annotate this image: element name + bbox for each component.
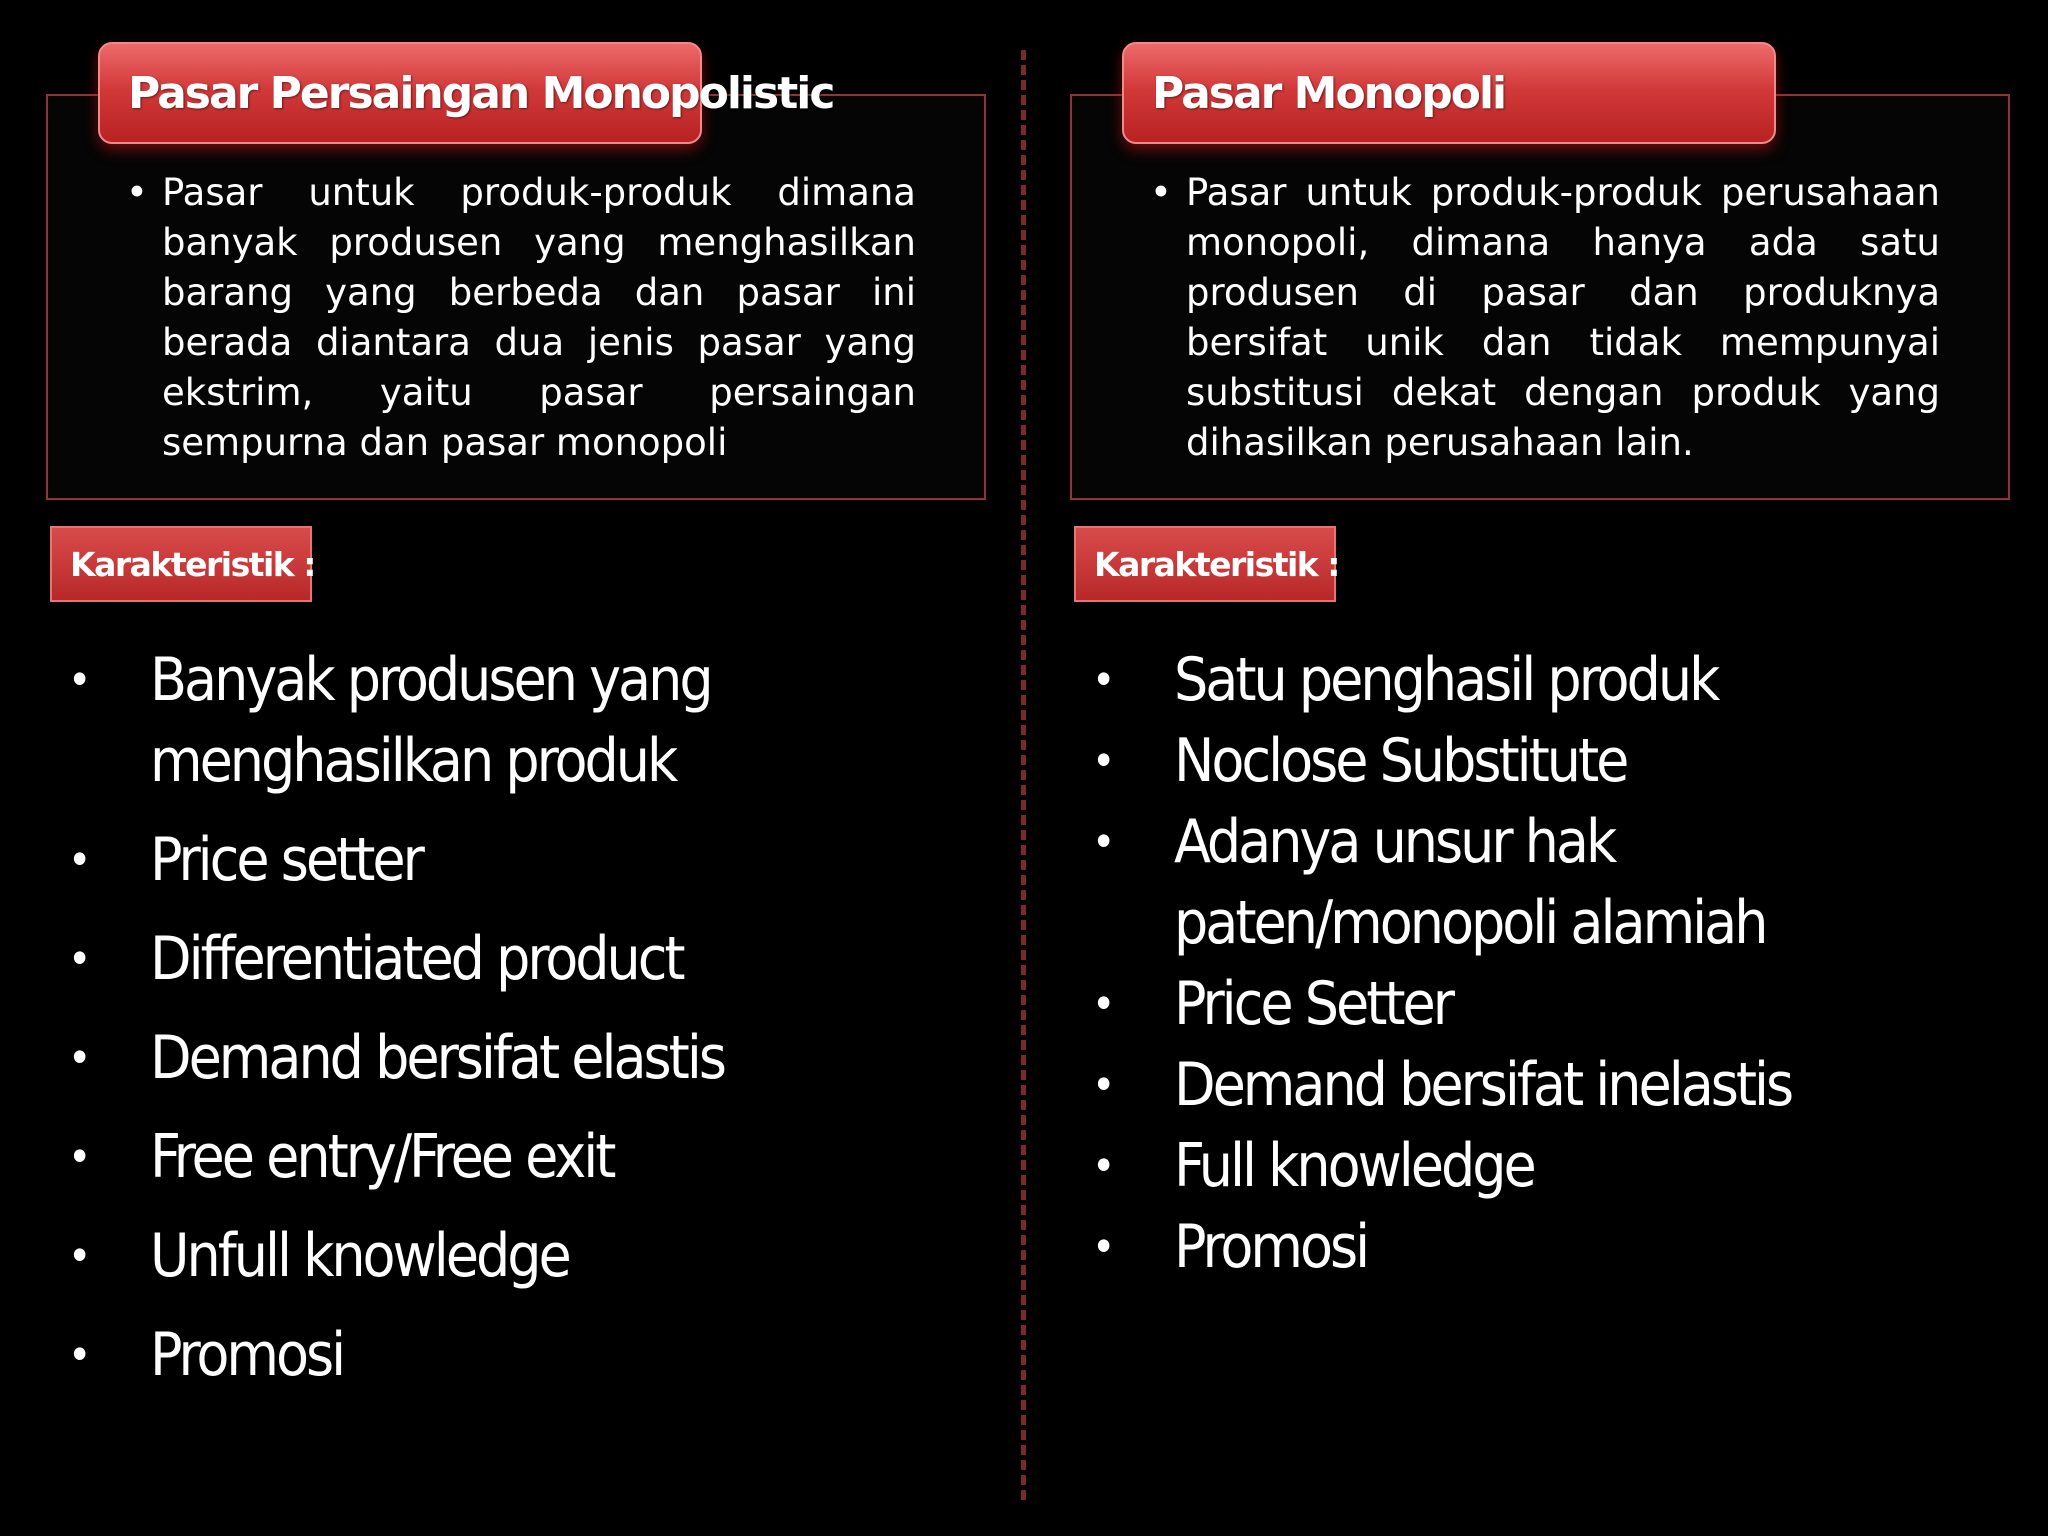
monopolistic-definition: • Pasar untuk produk-produk dimana banyak produsen yang menghasilkan barang yang berbeda dan pasar ini berada diantara dua jenis pasar yang ekstrim, yaitu pasar persaingan sempurna dan pasar monopoli (126, 168, 916, 468)
characteristics-label-text: Karakteristik : (1094, 544, 1339, 584)
monopoly-title-tab (1122, 42, 1776, 144)
center-divider (1021, 50, 1026, 1500)
list-item: • Unfull knowledge (46, 1216, 986, 1297)
monopoly-definition: • Pasar untuk produk-produk perusahaan monopoli, dimana hanya ada satu produsen di pasar dan produknya bersifat unik dan tidak mempunyai substitusi dekat dengan produk yang dihasilkan perusahaan lain. (1150, 168, 1940, 468)
list-item: • Demand bersifat elastis (46, 1018, 986, 1099)
list-item: • Price setter (46, 820, 986, 901)
list-item: • Promosi (1070, 1207, 2010, 1288)
monopoly-characteristics-list (1070, 640, 2010, 1288)
monopolistic-characteristics-label (50, 526, 315, 602)
list-item: • Price Setter (1070, 964, 2010, 1045)
monopolistic-definition-list (126, 168, 916, 468)
list-item: • Satu penghasil produk (1070, 640, 2010, 721)
monopolistic-characteristics-list (46, 640, 986, 1414)
characteristics-label-text: Karakteristik : (70, 544, 315, 584)
list-item: • Banyak produsen yang menghasilkan produk (46, 640, 986, 802)
monopoly-definition-list (1150, 168, 1940, 468)
monopoly-column (1070, 0, 2020, 1536)
list-item: • Demand bersifat inelastis (1070, 1045, 2010, 1126)
monopoly-title: Pasar Monopoli (1152, 67, 1506, 119)
list-item: • Free entry/Free exit (46, 1117, 986, 1198)
list-item: • Differentiated product (46, 919, 986, 1000)
monopolistic-title: Pasar Persaingan Monopolistic (128, 67, 834, 119)
list-item: • Noclose Substitute (1070, 721, 2010, 802)
list-item: • Full knowledge (1070, 1126, 2010, 1207)
list-item: • Adanya unsur hak paten/monopoli alamiah (1070, 802, 2010, 964)
list-item: • Promosi (46, 1315, 986, 1396)
monopolistic-column (46, 0, 996, 1536)
monopoly-characteristics-label (1074, 526, 1339, 602)
monopolistic-title-tab (98, 42, 834, 144)
